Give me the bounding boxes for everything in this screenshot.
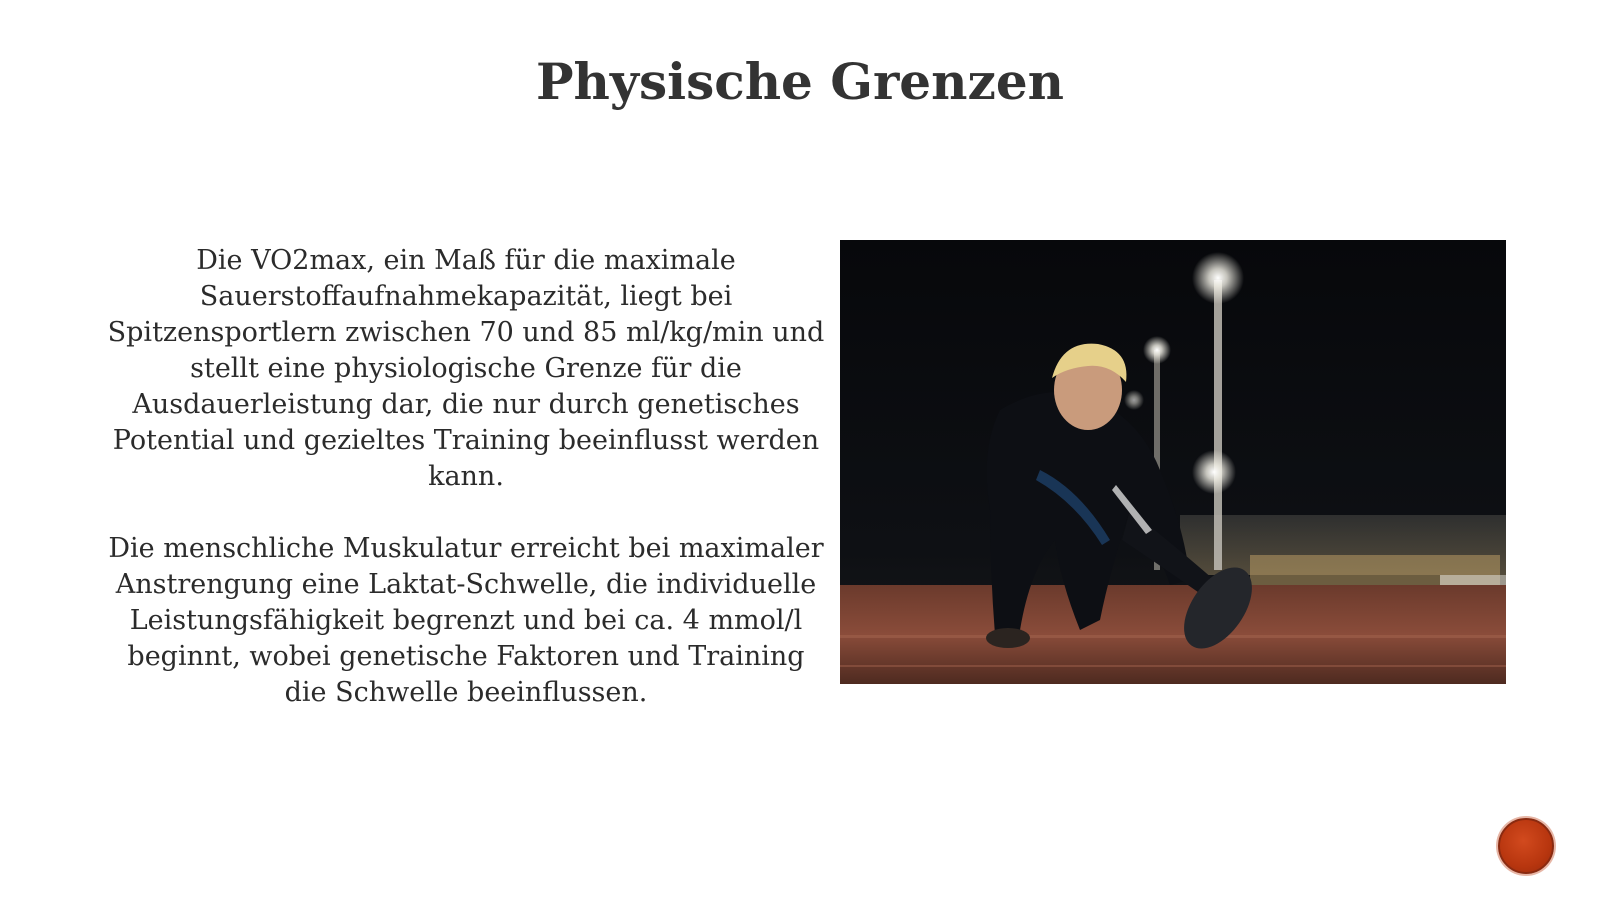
slide-body (106, 243, 826, 711)
paragraph-vo2max: Die VO2max, ein Maß für die maximale Sauerstoffaufnahmekapazität, liegt bei Spitzensportlern zwischen 70 und 85 ml/kg/min und stellt eine physiologische Grenze für die Ausdauerleistung dar, die nur durch genetisches Potential und gezieltes Training beeinflusst werden kann. (107, 245, 825, 492)
athlete-photo (840, 240, 1506, 684)
paragraph-laktat: Die menschliche Muskulatur erreicht bei maximaler Anstrengung eine Laktat-Schwelle, die individuelle Leistungsfähigkeit begrenzt und bei ca. 4 mmol/l beginnt, wobei genetische Faktoren und Training die Schwelle beeinflussen. (108, 533, 824, 708)
next-slide-button[interactable] (1498, 818, 1554, 874)
slide-title: Physische Grenzen (535, 52, 1065, 111)
